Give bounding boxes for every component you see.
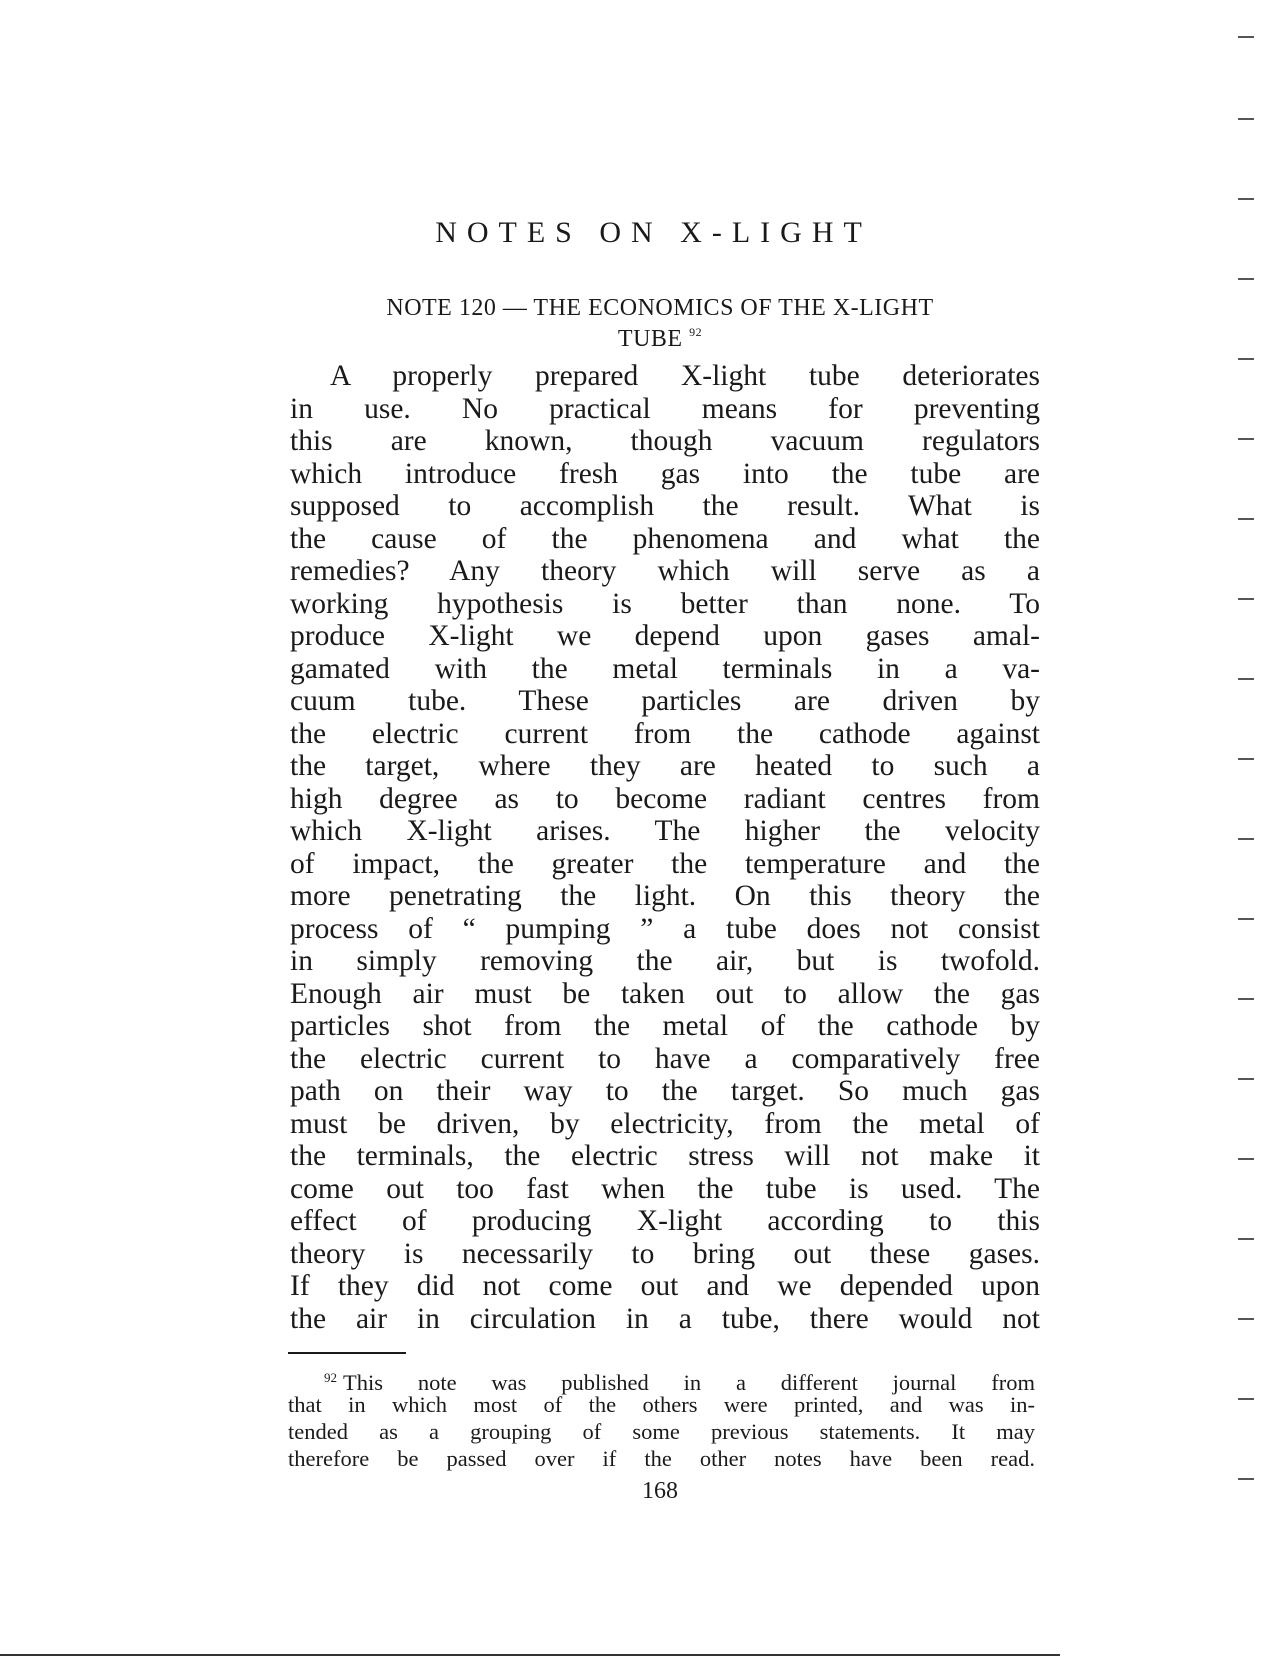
bottom-edge-rule: [0, 1654, 1060, 1656]
footnote: [288, 1364, 1035, 1472]
footnote-reference: 92: [689, 325, 703, 339]
body-line: gamated with the metal terminals in a va-: [290, 652, 1040, 685]
body-line: in use. No practical means for preventing: [290, 392, 1040, 425]
body-line: more penetrating the light. On this theory the: [290, 880, 1040, 912]
body-line: which introduce fresh gas into the tube are: [290, 457, 1040, 490]
margin-ticks: [1238, 0, 1258, 1663]
body-line: A properly prepared X-light tube deteriorates: [330, 360, 1040, 392]
body-line: working hypothesis is better than none. To: [290, 587, 1040, 620]
margin-tick: [1238, 998, 1254, 1000]
margin-tick: [1238, 1478, 1254, 1480]
body-line: of impact, the greater the temperature and the: [290, 847, 1040, 880]
margin-tick: [1238, 36, 1254, 38]
body-line: the air in circulation in a tube, there would not: [290, 1302, 1040, 1335]
margin-tick: [1238, 758, 1254, 760]
margin-tick: [1238, 918, 1254, 920]
footnote-line: [288, 1364, 1035, 1395]
margin-tick: [1238, 1158, 1254, 1160]
body-text: [290, 360, 1040, 1335]
body-line: the electric current to have a comparatively free: [290, 1042, 1040, 1075]
body-line: must be driven, by electricity, from the metal of: [290, 1107, 1040, 1140]
margin-tick: [1238, 1398, 1254, 1400]
margin-tick: [1238, 118, 1254, 120]
body-line: high degree as to become radiant centres from: [290, 782, 1040, 815]
body-line: in simply removing the air, but is twofold.: [290, 945, 1040, 977]
body-line: produce X-light we depend upon gases amal-: [290, 620, 1040, 652]
page-number: 168: [642, 1478, 678, 1504]
running-head: NOTES ON X-LIGHT: [435, 216, 872, 249]
body-line: the electric current from the cathode against: [290, 717, 1040, 750]
footnote-line: that in which most of the others were printed, and was in-: [288, 1392, 1035, 1417]
body-line: theory is necessarily to bring out these gases.: [290, 1237, 1040, 1270]
note-heading-line-2: [290, 320, 1030, 351]
margin-tick: [1238, 518, 1254, 520]
body-line: cuum tube. These particles are driven by: [290, 685, 1040, 717]
body-line: effect of producing X-light according to this: [290, 1205, 1040, 1237]
body-line: this are known, though vacuum regulators: [290, 425, 1040, 457]
body-line: If they did not come out and we depended upon: [290, 1270, 1040, 1302]
note-heading: [290, 296, 1030, 351]
margin-tick: [1238, 438, 1254, 440]
footnote-rule: [288, 1352, 406, 1354]
footnote-mark: 92: [324, 1370, 337, 1385]
body-line: remedies? Any theory which will serve as a: [290, 555, 1040, 587]
footnote-line-text: This note was published in a different journal from: [343, 1370, 1035, 1395]
margin-tick: [1238, 278, 1254, 280]
margin-tick: [1238, 598, 1254, 600]
margin-tick: [1238, 198, 1254, 200]
body-line: the cause of the phenomena and what the: [290, 522, 1040, 555]
body-line: supposed to accomplish the result. What is: [290, 490, 1040, 522]
body-line: Enough air must be taken out to allow the gas: [290, 977, 1040, 1010]
footnote-line: tended as a grouping of some previous statements. It may: [288, 1419, 1035, 1444]
note-heading-line-1: NOTE 120 — THE ECONOMICS OF THE X-LIGHT: [386, 295, 934, 321]
margin-tick: [1238, 678, 1254, 680]
body-line: the target, where they are heated to such a: [290, 750, 1040, 782]
body-line: the terminals, the electric stress will not make it: [290, 1140, 1040, 1172]
margin-tick: [1238, 838, 1254, 840]
body-line: come out too fast when the tube is used. The: [290, 1172, 1040, 1205]
body-line: process of “ pumping ” a tube does not consist: [290, 912, 1040, 945]
body-line: particles shot from the metal of the cathode by: [290, 1010, 1040, 1042]
body-line: path on their way to the target. So much gas: [290, 1075, 1040, 1107]
margin-tick: [1238, 1318, 1254, 1320]
body-line: which X-light arises. The higher the velocity: [290, 815, 1040, 847]
note-heading-tube: TUBE: [617, 326, 683, 352]
margin-tick: [1238, 358, 1254, 360]
footnote-line: therefore be passed over if the other notes have been read.: [288, 1446, 1035, 1471]
margin-tick: [1238, 1238, 1254, 1240]
margin-tick: [1238, 1078, 1254, 1080]
